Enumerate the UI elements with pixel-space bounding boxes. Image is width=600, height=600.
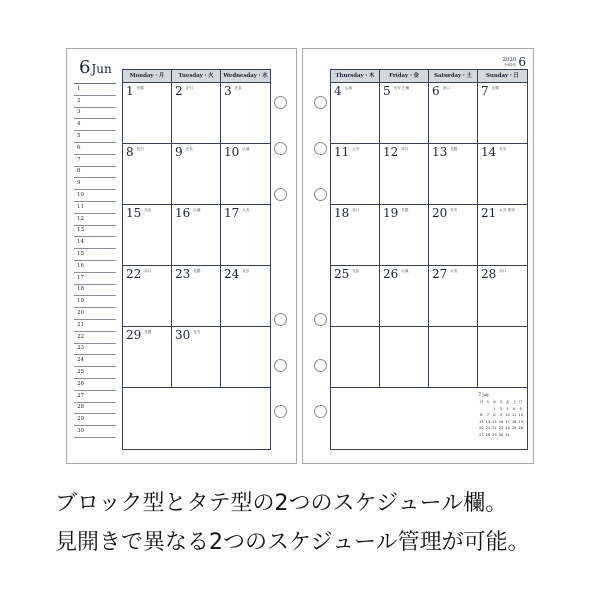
binder-ring-hole [314, 405, 327, 418]
month-name: Jun [91, 62, 112, 76]
day-list-writing-space [86, 367, 116, 378]
mini-calendar-grid [478, 399, 524, 439]
rokuyo-label: 友引 [193, 330, 201, 334]
rokuyo-label: 先負 [144, 208, 152, 212]
day-list-number: 29 [77, 416, 84, 423]
mini-calendar-day: 11 [511, 413, 517, 418]
day-list-number: 17 [77, 274, 84, 281]
day-list-number: 13 [77, 227, 84, 234]
day-cell [123, 266, 172, 327]
day-number: 12 [383, 145, 399, 159]
rokuyo-label: 先負 [185, 147, 193, 151]
rokuyo-label: 大安 夏至 [499, 208, 515, 212]
empty-day-cell [380, 327, 429, 388]
day-list-writing-space [86, 108, 116, 119]
empty-day-cell [478, 327, 527, 388]
binder-ring-hole [274, 142, 287, 155]
day-list-row [74, 226, 116, 238]
day-list-row [74, 143, 116, 155]
day-list-writing-space [86, 273, 116, 284]
day-number: 29 [126, 328, 142, 342]
mini-calendar-day: 8 [493, 413, 496, 418]
weekday-header: Sunday・日 [478, 70, 527, 83]
day-cell [380, 83, 429, 144]
day-number: 18 [334, 206, 350, 220]
mini-calendar-day: 18 [511, 419, 517, 424]
day-number: 27 [432, 267, 448, 281]
day-list-writing-space [86, 296, 116, 307]
mini-calendar-day: 4 [512, 406, 516, 411]
day-list-number: 6 [77, 144, 81, 151]
day-list-writing-space [86, 237, 116, 248]
rokuyo-label: 先勝 [144, 330, 152, 334]
day-list-writing-space [86, 308, 116, 319]
day-list-writing-space [86, 320, 116, 331]
day-list-writing-space [86, 155, 116, 166]
weekday-header: Wednesday・水 [221, 70, 270, 83]
mini-calendar-day: 12 [518, 413, 523, 418]
day-number: 24 [224, 267, 240, 281]
mini-calendar-day: 29 [492, 432, 497, 437]
day-list-row [74, 178, 116, 190]
day-list-writing-space [86, 214, 116, 225]
day-list-number: 18 [77, 286, 84, 293]
day-cell [429, 266, 478, 327]
mini-calendar-day: 21 [485, 426, 491, 431]
binder-ring-hole [314, 188, 327, 201]
day-list-row [74, 249, 116, 261]
day-list-row [74, 355, 116, 367]
day-list-writing-space [86, 403, 116, 414]
mini-calendar-day: 31 [505, 432, 510, 437]
day-list-writing-space [86, 226, 116, 237]
day-cell [331, 144, 380, 205]
weekday-header: Friday・金 [380, 70, 429, 83]
day-list-writing-space [86, 84, 116, 95]
day-list-writing-space [86, 355, 116, 366]
day-list-writing-space [86, 131, 116, 142]
day-list-writing-space [86, 332, 116, 343]
day-cell [429, 205, 478, 266]
day-cell [123, 205, 172, 266]
day-cell [380, 266, 429, 327]
left-page [66, 48, 297, 464]
day-cell [331, 205, 380, 266]
day-number: 7 [481, 84, 489, 98]
mini-calendar-title [478, 392, 524, 399]
rokuyo-label: 先勝 [491, 86, 499, 90]
rokuyo-label: 友引 [242, 269, 250, 273]
day-cell [331, 266, 380, 327]
day-list-number: 24 [77, 357, 84, 364]
day-number: 4 [334, 84, 342, 98]
binder-ring-hole [274, 313, 287, 326]
day-list-row [74, 202, 116, 214]
day-list-writing-space [86, 391, 116, 402]
day-list-number: 23 [77, 345, 84, 352]
day-cell [221, 205, 270, 266]
day-list-number: 1 [77, 85, 81, 92]
day-list-writing-space [86, 190, 116, 201]
day-list-row [74, 379, 116, 391]
mini-calendar-day: 3 [506, 406, 509, 411]
day-list-number: 12 [77, 215, 84, 222]
weekly-block-grid-right [330, 69, 528, 450]
day-cell [172, 144, 221, 205]
day-list-number: 10 [77, 192, 84, 199]
day-list-row [74, 108, 116, 120]
day-list-row [74, 296, 116, 308]
empty-day-cell [221, 327, 270, 388]
day-list-writing-space [86, 96, 116, 107]
day-number: 28 [481, 267, 497, 281]
day-list-number: 7 [77, 156, 81, 163]
mini-calendar-day: 28 [485, 432, 491, 437]
day-list-number: 4 [77, 121, 81, 128]
era-year-label: 令和2年 [503, 63, 517, 67]
rokuyo-label: 友引 [185, 86, 193, 90]
day-list-writing-space [86, 426, 116, 437]
day-number: 11 [334, 145, 350, 159]
day-cell [380, 144, 429, 205]
day-number: 6 [432, 84, 440, 98]
rokuyo-label: 赤口 [442, 86, 450, 90]
rokuyo-label: 先勝 [401, 208, 409, 212]
day-cell [123, 327, 172, 388]
day-cell [221, 83, 270, 144]
rokuyo-label: 大安 [242, 208, 250, 212]
notes-area [331, 388, 527, 449]
year-mark [502, 56, 526, 68]
rokuyo-label: 友引 [450, 208, 458, 212]
mini-calendar-weekday: 水 [492, 400, 497, 404]
day-list-writing-space [86, 119, 116, 130]
day-list-writing-space [86, 178, 116, 189]
mini-calendar-month-number: 7 [478, 392, 482, 398]
mini-calendar-day: 14 [485, 419, 491, 424]
day-list-row [74, 119, 116, 131]
mini-calendar-month-name: July [482, 393, 489, 397]
day-number: 16 [175, 206, 191, 220]
right-page [302, 48, 534, 464]
mini-calendar-weekday: 火 [486, 400, 490, 404]
weekly-block-grid-left [122, 69, 271, 450]
month-number: 6 [79, 57, 91, 78]
day-list-row [74, 332, 116, 344]
month-number: 6 [518, 55, 526, 69]
rokuyo-label: 仏滅 [193, 208, 201, 212]
day-number: 2 [175, 84, 183, 98]
day-list-number: 22 [77, 333, 84, 340]
day-list-row [74, 344, 116, 356]
day-cell [172, 83, 221, 144]
mini-calendar-weekday: 金 [505, 400, 510, 404]
rokuyo-label: 先勝 [450, 147, 458, 151]
weekday-header: Tuesday・火 [172, 70, 221, 83]
month-title [79, 58, 112, 79]
mini-calendar-day: 19 [518, 419, 523, 424]
binder-ring-hole [274, 405, 287, 418]
day-cell [221, 266, 270, 327]
binder-ring-hole [314, 142, 327, 155]
rokuyo-label: 赤口 [499, 269, 507, 273]
day-cell [331, 83, 380, 144]
day-cell [478, 144, 527, 205]
day-list-number: 5 [77, 133, 81, 140]
day-list-number: 15 [77, 251, 84, 258]
mini-calendar-day: 25 [511, 426, 517, 431]
day-cell [172, 205, 221, 266]
mini-calendar-day: 16 [498, 419, 504, 424]
day-cell [478, 266, 527, 327]
mini-calendar-day: 10 [505, 413, 510, 418]
day-list-number: 21 [77, 321, 84, 328]
day-list-row [74, 190, 116, 202]
mini-calendar-day: 6 [480, 413, 483, 418]
day-number: 8 [126, 145, 134, 159]
rokuyo-label: 先勝 [136, 86, 144, 90]
mini-calendar-day: 15 [492, 419, 497, 424]
day-number: 1 [126, 84, 134, 98]
day-list-row [74, 285, 116, 297]
mini-calendar-blank [511, 432, 518, 439]
day-number: 3 [224, 84, 232, 98]
day-number: 9 [175, 145, 183, 159]
mini-calendar-weekday: 日 [518, 400, 523, 404]
day-cell [123, 83, 172, 144]
day-number: 21 [481, 206, 497, 220]
day-number: 17 [224, 206, 240, 220]
day-list-row [74, 308, 116, 320]
day-list-number: 30 [77, 428, 84, 434]
vertical-day-list [74, 83, 116, 438]
day-list-row [74, 261, 116, 273]
day-cell [221, 144, 270, 205]
day-list-row [74, 320, 116, 332]
mini-calendar-weekday: 土 [512, 400, 516, 404]
mini-calendar-day: 22 [492, 426, 497, 431]
day-list-row [74, 131, 116, 143]
rokuyo-label: 赤口 [144, 269, 152, 273]
day-list-row [74, 96, 116, 108]
rokuyo-label: 赤口 [352, 208, 360, 212]
mini-calendar-day: 7 [486, 413, 489, 418]
day-list-writing-space [86, 167, 116, 178]
binder-ring-hole [314, 359, 327, 372]
day-cell [429, 144, 478, 205]
empty-day-cell [429, 327, 478, 388]
day-number: 22 [126, 267, 142, 281]
day-number: 30 [175, 328, 191, 342]
day-list-row [74, 84, 116, 96]
day-list-number: 11 [77, 203, 84, 210]
rokuyo-label: 仏滅 [344, 86, 352, 90]
day-list-number: 26 [77, 380, 84, 387]
year-column [502, 57, 516, 68]
caption-line-1: ブロック型とタテ型の2つのスケジュール欄。 [55, 491, 508, 516]
mini-calendar [478, 392, 524, 439]
caption-line-2: 見開きで異なる2つのスケジュール管理が可能。 [55, 530, 530, 555]
rokuyo-label: 先負 [352, 269, 360, 273]
day-number: 23 [175, 267, 191, 281]
rokuyo-label: 大安 [450, 269, 458, 273]
day-list-row [74, 167, 116, 179]
day-number: 15 [126, 206, 142, 220]
day-list-row [74, 155, 116, 167]
rokuyo-label: 仏滅 [242, 147, 250, 151]
rokuyo-label: 友引 [499, 147, 507, 151]
binder-ring-hole [274, 96, 287, 109]
day-list-writing-space [86, 249, 116, 260]
day-list-writing-space [86, 379, 116, 390]
day-number: 25 [334, 267, 350, 281]
day-list-row [74, 426, 116, 438]
day-number: 5 [383, 84, 391, 98]
binder-ring-hole [314, 313, 327, 326]
day-list-writing-space [86, 344, 116, 355]
day-number: 26 [383, 267, 399, 281]
day-list-number: 9 [77, 180, 81, 187]
rokuyo-label: 大安 芒種 [393, 86, 410, 90]
day-cell [172, 327, 221, 388]
weekday-header: Thursday・木 [331, 70, 380, 83]
day-list-number: 25 [77, 369, 84, 376]
mini-calendar-day: 17 [505, 419, 510, 424]
mini-calendar-blank [485, 406, 492, 413]
day-list-row [74, 214, 116, 226]
day-cell [172, 266, 221, 327]
weekday-header: Saturday・土 [429, 70, 478, 83]
mini-calendar-blank [517, 432, 524, 439]
binder-ring-hole [314, 96, 327, 109]
day-cell [380, 205, 429, 266]
weekday-header: Monday・月 [123, 70, 172, 83]
day-cell [478, 83, 527, 144]
empty-day-cell [331, 327, 380, 388]
day-list-number: 14 [77, 239, 84, 246]
mini-calendar-day: 5 [519, 406, 522, 411]
rokuyo-label: 友引 [136, 147, 144, 151]
day-list-row [74, 403, 116, 415]
rokuyo-label: 赤口 [401, 147, 409, 151]
day-number: 20 [432, 206, 448, 220]
mini-calendar-day: 13 [478, 419, 484, 424]
day-list-row [74, 237, 116, 249]
mini-calendar-weekday: 月 [479, 400, 484, 404]
day-list-number: 19 [77, 298, 84, 305]
day-list-number: 3 [77, 109, 81, 116]
day-list-row [74, 367, 116, 379]
day-number: 14 [481, 145, 497, 159]
mini-calendar-day: 24 [505, 426, 510, 431]
day-number: 13 [432, 145, 448, 159]
day-list-row [74, 414, 116, 426]
day-list-writing-space [86, 285, 116, 296]
rokuyo-label: 大安 [352, 147, 360, 151]
day-cell [123, 144, 172, 205]
day-list-number: 8 [77, 168, 81, 175]
mini-calendar-day: 23 [498, 426, 504, 431]
year-label: 2020 [502, 57, 517, 63]
mini-calendar-day: 1 [493, 406, 496, 411]
day-list-writing-space [86, 202, 116, 213]
rokuyo-label: 仏滅 [401, 269, 409, 273]
day-list-number: 20 [77, 310, 84, 317]
day-list-writing-space [86, 414, 116, 425]
mini-calendar-day: 9 [499, 413, 503, 418]
day-list-writing-space [86, 143, 116, 154]
day-cell [429, 83, 478, 144]
day-list-number: 27 [77, 392, 84, 399]
notes-area [123, 388, 270, 449]
binder-ring-hole [274, 359, 287, 372]
mini-calendar-day: 2 [499, 406, 503, 411]
rokuyo-label: 先勝 [193, 269, 201, 273]
day-list-number: 2 [77, 97, 81, 104]
rokuyo-label: 先負 [234, 86, 242, 90]
mini-calendar-day: 30 [498, 432, 504, 437]
day-list-number: 28 [77, 404, 84, 411]
day-list-number: 16 [77, 262, 84, 269]
mini-calendar-day: 20 [478, 426, 484, 431]
day-number: 10 [224, 145, 240, 159]
day-list-row [74, 273, 116, 285]
day-list-writing-space [86, 261, 116, 272]
day-cell [478, 205, 527, 266]
day-number: 19 [383, 206, 399, 220]
mini-calendar-weekday: 木 [499, 400, 503, 404]
binder-ring-hole [274, 188, 287, 201]
mini-calendar-day: 26 [518, 426, 523, 431]
day-list-row [74, 391, 116, 403]
mini-calendar-day: 27 [478, 432, 484, 437]
